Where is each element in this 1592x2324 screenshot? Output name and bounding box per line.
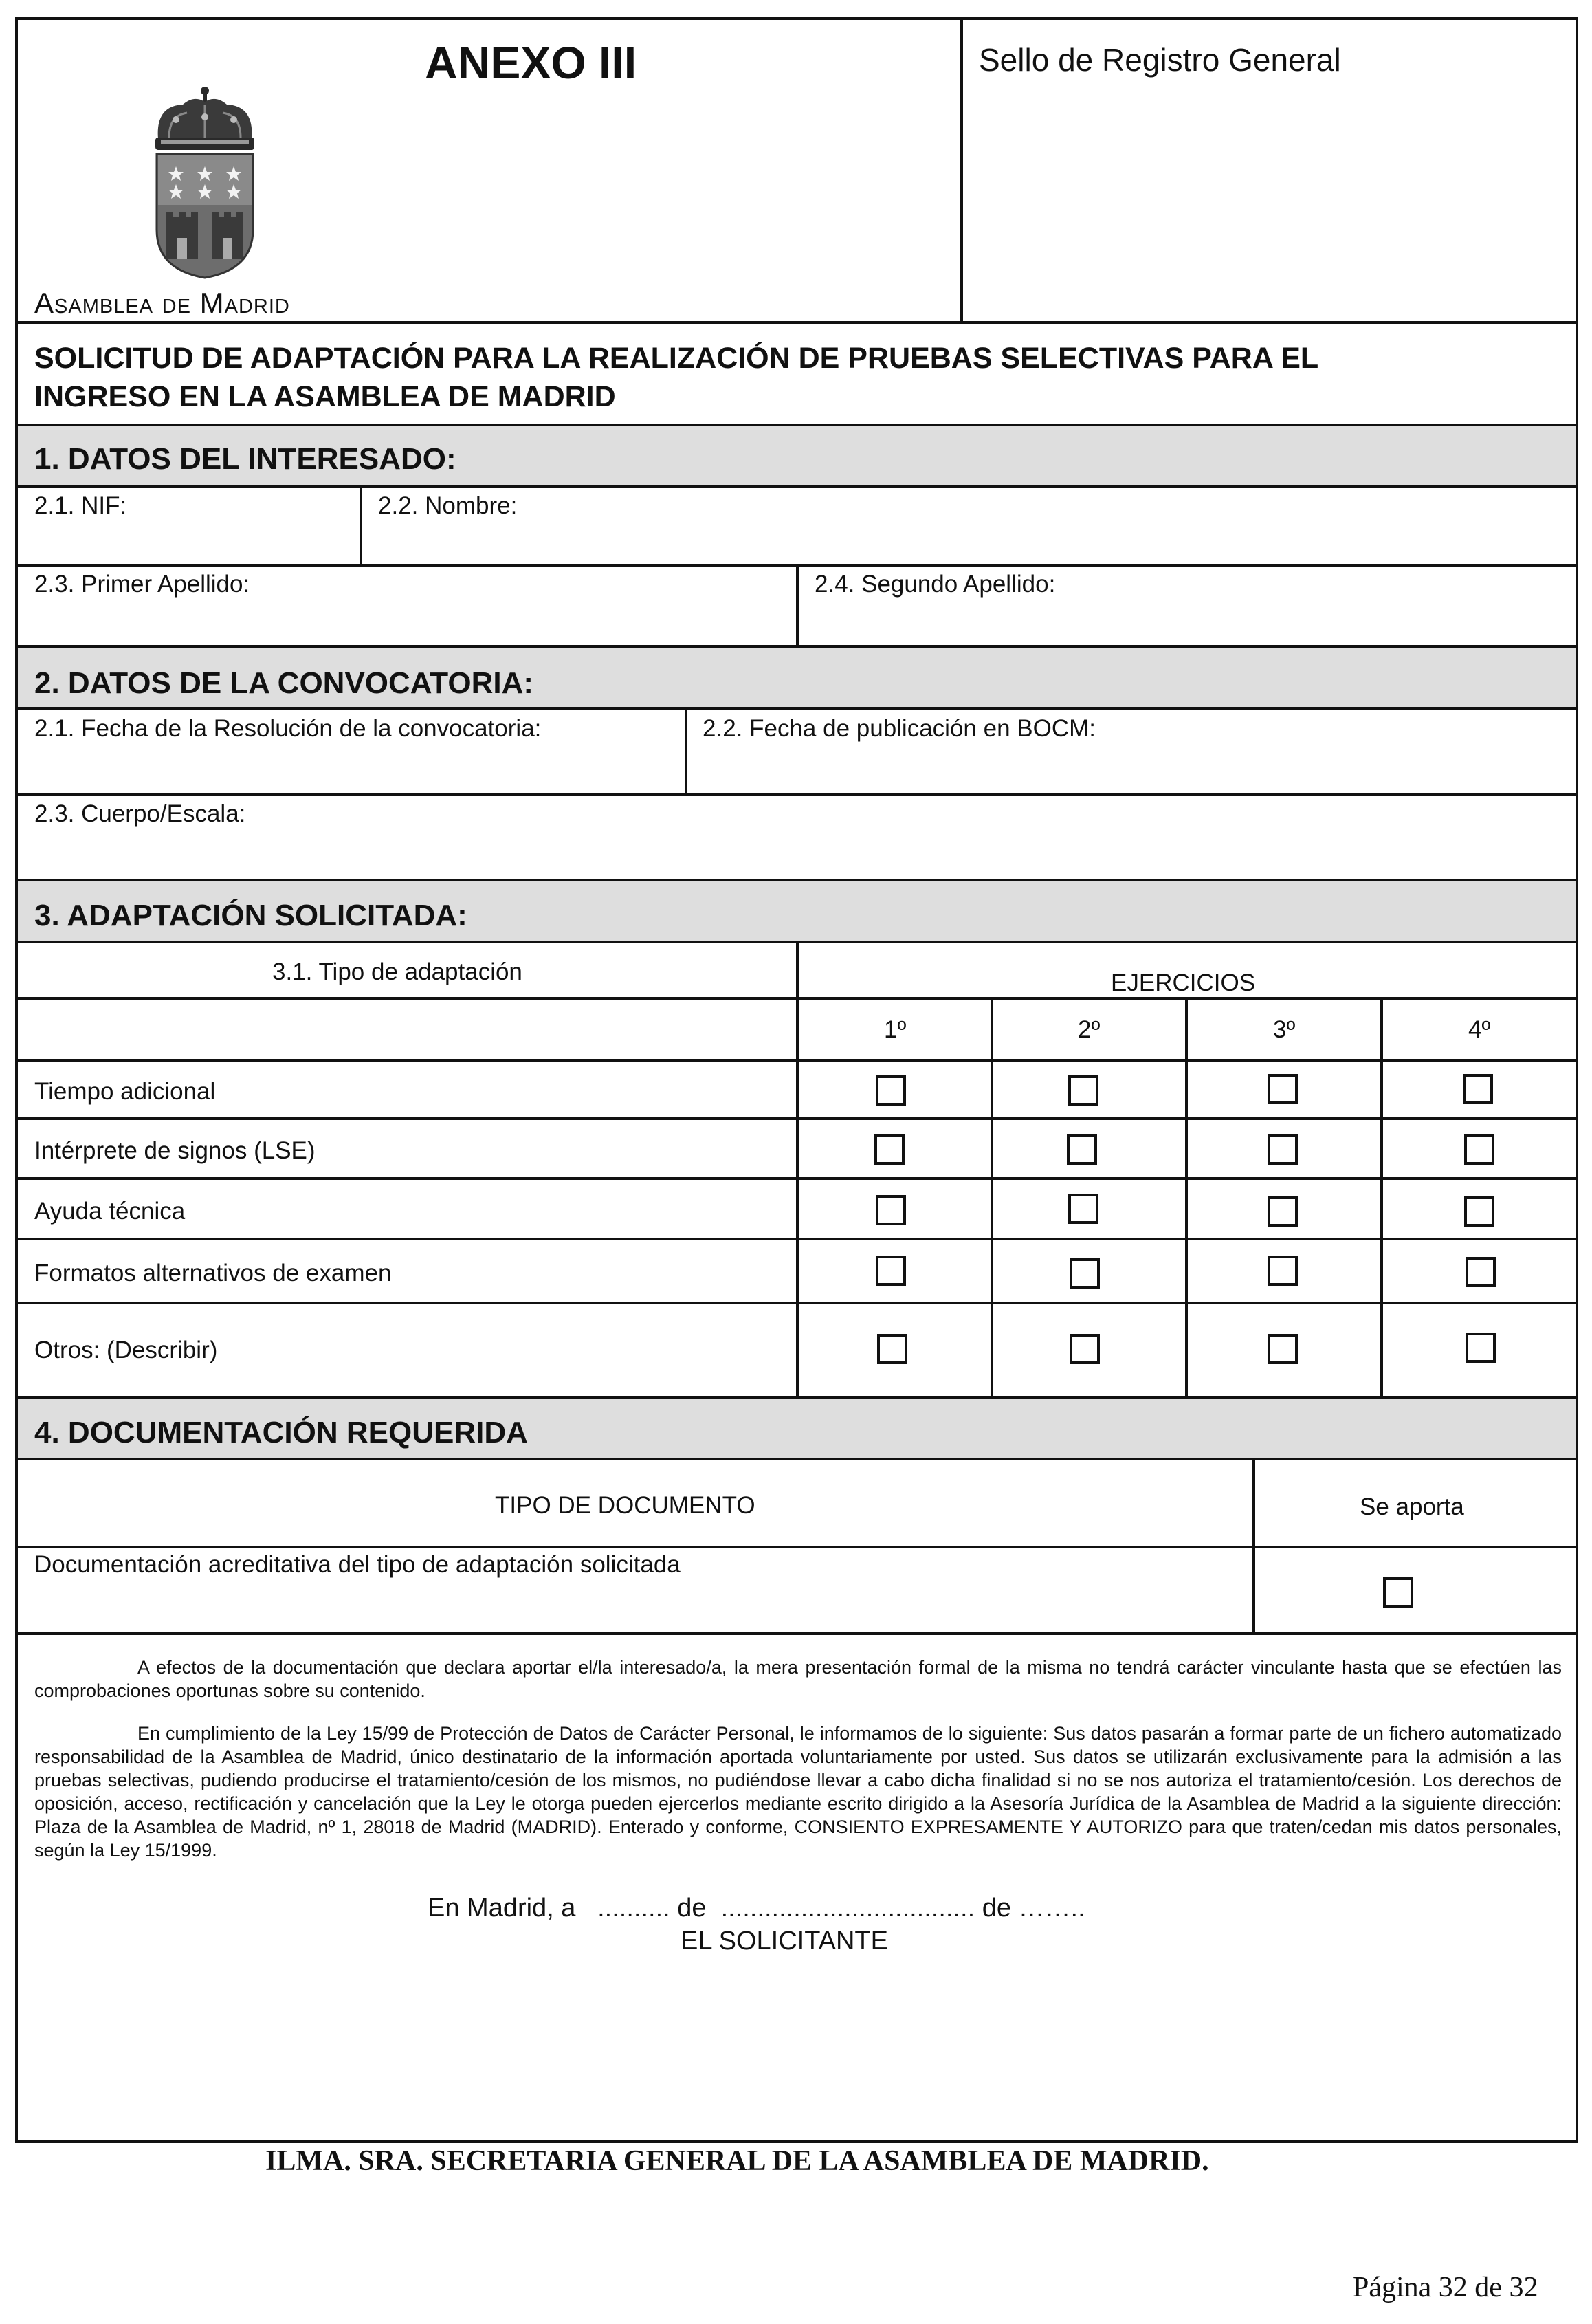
tipo-documento-header: TIPO DE DOCUMENTO (495, 1492, 755, 1519)
checkbox-otros-1[interactable] (877, 1334, 907, 1364)
checkbox-tiempo-adicional-1[interactable] (876, 1075, 906, 1106)
checkbox-ayuda-tecnica-2[interactable] (1068, 1194, 1098, 1224)
checkbox-ayuda-tecnica-4[interactable] (1464, 1196, 1494, 1227)
checkbox-tiempo-adicional-2[interactable] (1068, 1075, 1098, 1106)
column-header-1: 1º (884, 1016, 907, 1043)
section3-title: 3. ADAPTACIÓN SOLICITADA: (34, 899, 467, 932)
checkbox-formatos-3[interactable] (1268, 1256, 1298, 1286)
checkbox-se-aporta[interactable] (1383, 1577, 1413, 1608)
checkbox-interprete-3[interactable] (1268, 1134, 1298, 1165)
annex-title: ANEXO III (425, 37, 637, 88)
checkbox-formatos-4[interactable] (1466, 1257, 1496, 1287)
doc-row-label: Documentación acreditativa del tipo de adaptación solicitada (34, 1551, 681, 1578)
page-number: Página 32 de 32 (1353, 2272, 1538, 2303)
checkbox-formatos-1[interactable] (876, 1256, 906, 1286)
nombre-field[interactable]: 2.2. Nombre: (378, 492, 518, 519)
coat-of-arms-icon (148, 85, 261, 279)
section2-title: 2. DATOS DE LA CONVOCATORIA: (34, 666, 534, 700)
checkbox-otros-4[interactable] (1466, 1333, 1496, 1363)
row-label-ayuda-tecnica: Ayuda técnica (34, 1198, 186, 1225)
institution-name: Asamblea de Madrid (34, 287, 290, 319)
column-header-2: 2º (1078, 1016, 1101, 1043)
stamp-label: Sello de Registro General (979, 42, 1341, 78)
section4-title: 4. DOCUMENTACIÓN REQUERIDA (34, 1416, 528, 1449)
fecha-publicacion-field[interactable]: 2.2. Fecha de publicación en BOCM: (703, 715, 1096, 742)
fecha-resolucion-field[interactable]: 2.1. Fecha de la Resolución de la convocatoria: (34, 715, 542, 742)
primer-apellido-field[interactable]: 2.3. Primer Apellido: (34, 571, 250, 598)
column-header-3: 3º (1273, 1016, 1296, 1043)
row-label-interprete: Intérprete de signos (LSE) (34, 1137, 316, 1164)
checkbox-interprete-2[interactable] (1067, 1134, 1097, 1165)
tipo-adaptacion-header: 3.1. Tipo de adaptación (272, 958, 522, 985)
row-label-otros: Otros: (Describir) (34, 1337, 218, 1363)
ejercicios-header: EJERCICIOS (1111, 969, 1256, 996)
checkbox-ayuda-tecnica-3[interactable] (1268, 1196, 1298, 1227)
checkbox-interprete-4[interactable] (1464, 1134, 1494, 1165)
signer-label: EL SOLICITANTE (681, 1927, 888, 1955)
section1-title: 1. DATOS DEL INTERESADO: (34, 442, 456, 476)
nif-field[interactable]: 2.1. NIF: (34, 492, 127, 519)
checkbox-interprete-1[interactable] (874, 1134, 905, 1165)
checkbox-tiempo-adicional-4[interactable] (1463, 1074, 1493, 1104)
row-label-tiempo-adicional: Tiempo adicional (34, 1078, 216, 1105)
row-label-formatos: Formatos alternativos de examen (34, 1260, 392, 1286)
se-aporta-header: Se aporta (1360, 1493, 1464, 1520)
legal-paragraph-1: A efectos de la documentación que declara aportar el/la interesado/a, la mera presentación formal de la misma no tendrá carácter vinculante hasta que se efectúen las comprobaciones oportunas sobre su contenido. (34, 1657, 1562, 1701)
addressee: ILMA. SRA. SECRETARIA GENERAL DE LA ASAMBLEA DE MADRID. (265, 2145, 1209, 2177)
checkbox-formatos-2[interactable] (1070, 1258, 1100, 1289)
column-header-4: 4º (1468, 1016, 1491, 1043)
checkbox-ayuda-tecnica-1[interactable] (876, 1195, 906, 1225)
checkbox-otros-2[interactable] (1070, 1334, 1100, 1364)
form-title-line2: INGRESO EN LA ASAMBLEA DE MADRID (34, 380, 616, 413)
signature-date-line[interactable]: En Madrid, a .......... de ................................... de …….. (428, 1894, 1085, 1922)
checkbox-tiempo-adicional-3[interactable] (1268, 1074, 1298, 1104)
legal-paragraph-2: En cumplimiento de la Ley 15/99 de Protección de Datos de Carácter Personal, le informamos de lo siguiente: Sus datos pasarán a formar parte de un fichero automatizado responsabilidad de la Asamblea de Madrid, único destinatario de la información aportada voluntariamente por usted. Sus datos se utilizarán exclusivamente para la admisión a las pruebas selectivas, pudiendo producirse el tratamiento/cesión de los mismos, no pudiéndose llevar a cabo dicha finalidad si no se nos autoriza el tratamiento/cesión. Los derechos de oposición, acceso, rectificación y cancelación que la Ley le otorga pueden ejercerlos mediante escrito dirigido a la Asesoría Jurídica de la Asamblea de Madrid a la siguiente dirección: Plaza de la Asamblea de Madrid, nº 1, 28018 de Madrid (MADRID). Enterado y conforme, CONSIENTO EXPRESAMENTE Y AUTORIZO para que traten/cedan mis datos personales, según la Ley 15/1999. (34, 1723, 1562, 1861)
cuerpo-escala-field[interactable]: 2.3. Cuerpo/Escala: (34, 800, 246, 827)
segundo-apellido-field[interactable]: 2.4. Segundo Apellido: (815, 571, 1056, 598)
checkbox-otros-3[interactable] (1268, 1334, 1298, 1364)
form-title-line1: SOLICITUD DE ADAPTACIÓN PARA LA REALIZACIÓN DE PRUEBAS SELECTIVAS PARA EL (34, 342, 1319, 375)
